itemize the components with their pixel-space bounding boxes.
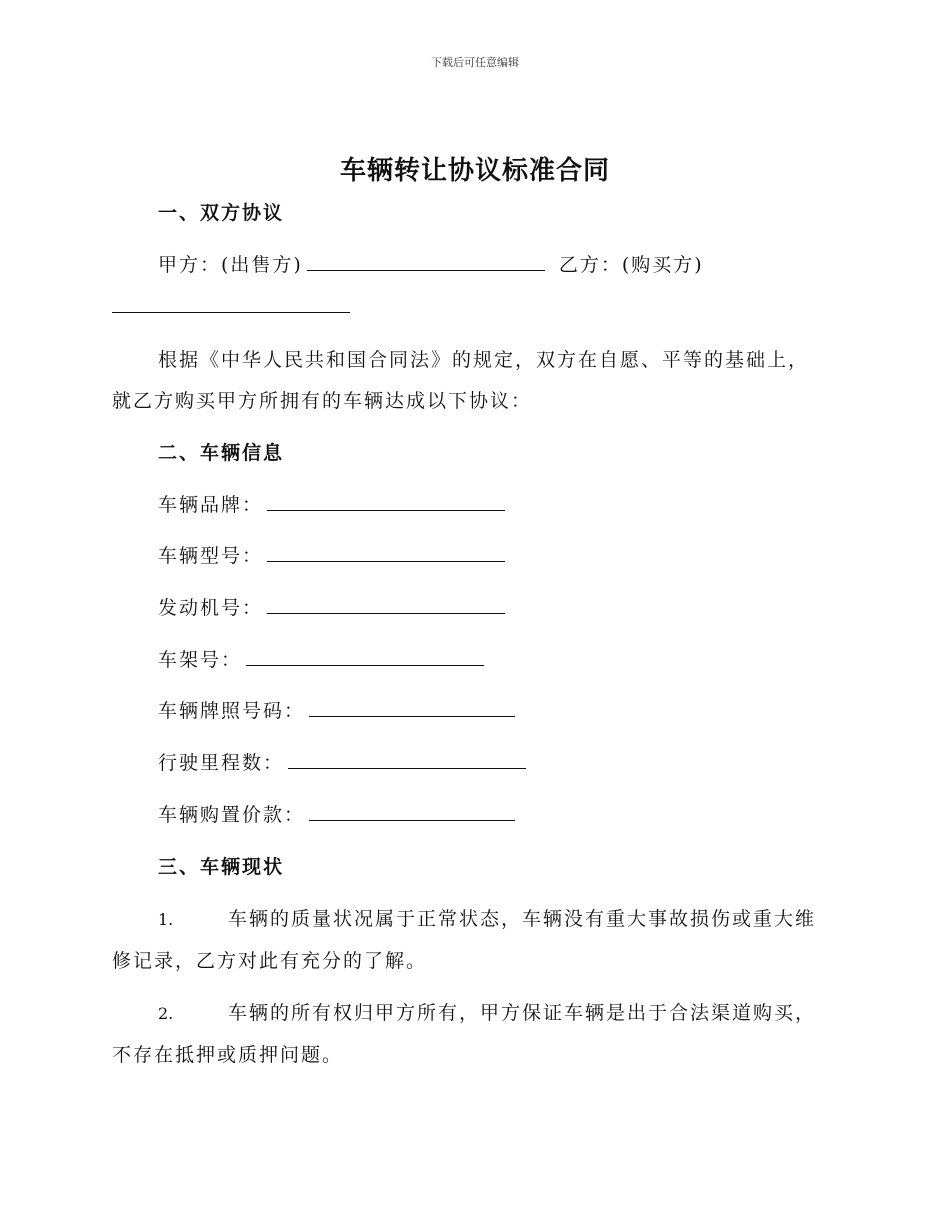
field-blank: [267, 492, 505, 511]
field-plate-number: [158, 696, 515, 723]
field-model: [158, 541, 505, 568]
field-brand: [158, 490, 505, 517]
party-a-blank: [307, 252, 545, 271]
party-line: [158, 250, 704, 277]
intro-line-2: 就乙方购买甲方所拥有的车辆达成以下协议：: [112, 390, 533, 412]
section-heading-vehicle-status: 三、车辆现状: [158, 856, 285, 878]
section-heading-vehicle-info: 二、车辆信息: [158, 442, 285, 464]
field-label: 车辆牌照号码：: [158, 700, 306, 722]
item-number: 1.: [158, 910, 174, 929]
field-mileage: [158, 748, 526, 775]
header-note: 下载后可任意编辑: [431, 56, 519, 69]
field-blank: [267, 595, 505, 614]
field-engine-number: [158, 593, 505, 620]
party-b-blank-line: [112, 294, 350, 318]
field-blank: [309, 698, 515, 717]
field-label: 车架号：: [158, 649, 243, 671]
field-label: 发动机号：: [158, 597, 264, 619]
field-blank: [309, 802, 515, 821]
field-purchase-price: [158, 800, 515, 827]
intro-line-1: 根据《中华人民共和国合同法》的规定，双方在自愿、平等的基础上，: [158, 349, 810, 371]
field-label: 车辆购置价款：: [158, 804, 306, 826]
field-label: 行驶里程数：: [158, 752, 285, 774]
item-text: 车辆的所有权归甲方所有，甲方保证车辆是出于合法渠道购买，: [228, 1002, 817, 1024]
field-label: 车辆品牌：: [158, 494, 264, 516]
field-blank: [246, 647, 484, 666]
field-blank: [267, 543, 505, 562]
item-number: 2.: [158, 1004, 174, 1023]
status-item-2-line-1: [158, 998, 816, 1025]
status-item-1-line-1: [158, 904, 816, 931]
status-item-1-line-2: 修记录，乙方对此有充分的了解。: [112, 950, 428, 972]
status-item-2-line-2: 不存在抵押或质押问题。: [112, 1044, 344, 1066]
field-blank: [288, 750, 526, 769]
document-title: 车辆转让协议标准合同: [339, 156, 610, 186]
party-b-label: 乙方：(购买方): [558, 254, 704, 276]
section-heading-parties: 一、双方协议: [158, 202, 285, 224]
field-frame-number: [158, 645, 484, 672]
field-label: 车辆型号：: [158, 545, 264, 567]
party-a-label: 甲方：(出售方): [158, 254, 303, 276]
party-b-blank: [112, 294, 350, 313]
item-text: 车辆的质量状况属于正常状态，车辆没有重大事故损伤或重大维: [228, 908, 817, 930]
